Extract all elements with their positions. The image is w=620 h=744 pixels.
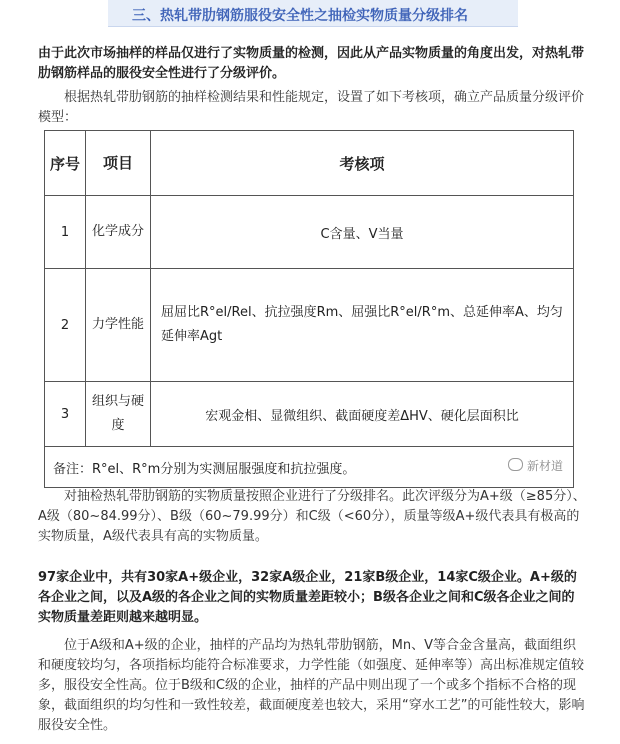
row-no: 1 <box>45 196 86 269</box>
table-row <box>45 196 574 269</box>
table-note-cell <box>45 447 574 488</box>
section-title: 三、热轧带肋钢筋服役安全性之抽检实物质量分级排名 <box>132 8 468 24</box>
watermark-text: 新材道 <box>526 459 563 473</box>
table-note-row <box>45 447 574 488</box>
row-content: 宏观金相、显微组织、截面硬度差ΔHV、硬化层面积比 <box>151 382 574 447</box>
assessment-table <box>44 130 574 488</box>
table-row <box>45 269 574 382</box>
summary-paragraph: 位于A级和A+级的企业，抽样的产品均为热轧带肋钢筋，Mn、V等合金含量高，截面组织和硬度较均匀，各项指标均能符合标准要求，力学性能（如强度、延伸率等）高出标准规定值较多，服役安全性高。位于B级和C级的企业，抽样的产品中则出现了一个或多个指标不合格的现象，截面组织的均匀性和一致性较差，截面硬度差也较大，采用“穿水工艺”的可能性较大，影响服役安全性。 <box>38 638 585 733</box>
wechat-icon <box>508 458 523 471</box>
header-item: 项目 <box>86 131 151 196</box>
row-no: 2 <box>45 269 86 382</box>
intro-bold-paragraph: 由于此次市场抽样的样品仅进行了实物质量的检测，因此从产品实物质量的角度出发，对热轧带肋钢筋样品的服役安全性进行了分级评价。 <box>38 46 585 81</box>
table-row <box>45 382 574 447</box>
row-item: 组织与硬度 <box>86 382 151 447</box>
row-item: 化学成分 <box>86 196 151 269</box>
table-note: 备注：R°el、R°m分别为实测屈服强度和抗拉强度。 <box>53 461 356 477</box>
header-content: 考核项 <box>151 131 574 196</box>
table-header-row <box>45 131 574 196</box>
watermark <box>508 457 563 474</box>
row-content: 屈屈比R°el/Rel、抗拉强度Rm、屈强比R°el/R°m、总延伸率A、均匀延伸率Agt <box>151 269 574 382</box>
row-no: 3 <box>45 382 86 447</box>
grading-paragraph: 对抽检热轧带肋钢筋的实物质量按照企业进行了分级排名。此次评级分为A+级（≥85分）、A级（80~84.99分）、B级（60~79.99分）和C级（<60分），质量等级A+级代表具有极高的实物质量，A级代表具有高的实物质量。 <box>38 489 586 544</box>
intro-paragraph: 根据热轧带肋钢筋的抽样检测结果和性能规定，设置了如下考核项，确立产品质量分级评价模型： <box>38 90 585 125</box>
row-item: 力学性能 <box>86 269 151 382</box>
summary-bold-paragraph: 97家企业中，共有30家A+级企业，32家A级企业，21家B级企业，14家C级企业。A+级的各企业之间，以及A级的各企业之间的实物质量差距较小；B级各企业之间和C级各企业之间的实物质量差距则越来越明显。 <box>38 570 577 625</box>
header-no: 序号 <box>45 131 86 196</box>
section-banner <box>108 0 518 27</box>
row-content: C含量、V当量 <box>151 196 574 269</box>
